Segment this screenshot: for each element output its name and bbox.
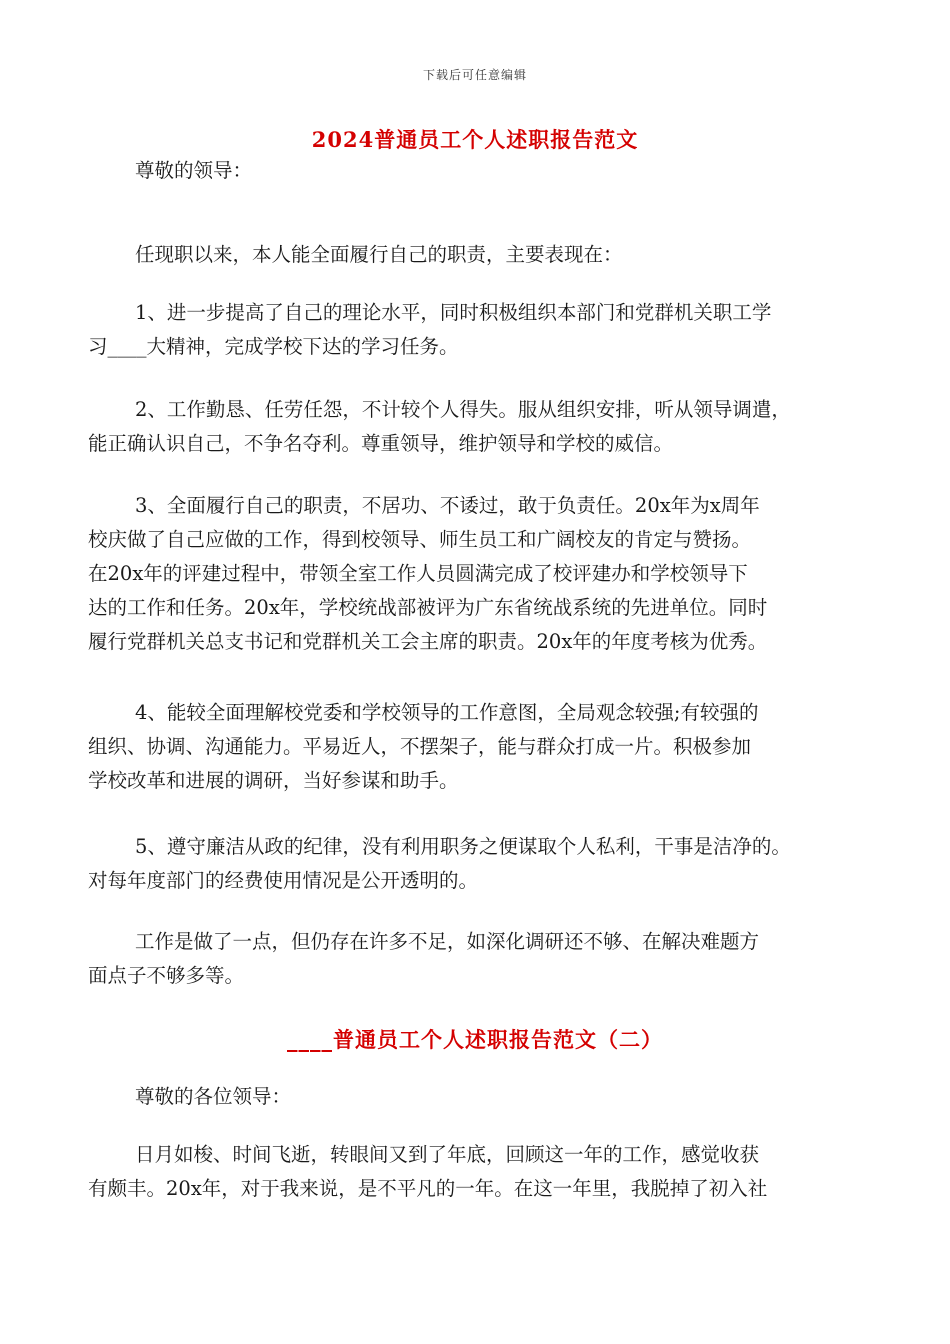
paragraph-line: 工作是做了一点，但仍存在许多不足，如深化调研还不够、在解决难题方 (135, 930, 760, 953)
paragraph-line: 组织、协调、沟通能力。平易近人，不摆架子，能与群众打成一片。积极参加 (88, 735, 752, 758)
intro-paragraph: 任现职以来，本人能全面履行自己的职责，主要表现在： (135, 243, 623, 266)
paragraph-line: 学校改革和进展的调研，当好参谋和助手。 (88, 769, 459, 792)
paragraph-line: 4、能较全面理解校党委和学校领导的工作意图，全局观念较强;有较强的 (135, 701, 759, 724)
paragraph-line: 面点子不够多等。 (88, 964, 245, 987)
paragraph-line: 能正确认识自己，不争名夺利。尊重领导，维护领导和学校的威信。 (88, 432, 674, 455)
paragraph-line: 2、工作勤恳、任劳任怨，不计较个人得失。服从组织安排，听从领导调遣， (135, 398, 791, 421)
greeting-2: 尊敬的各位领导： (135, 1085, 292, 1108)
paragraph-2 (88, 393, 878, 461)
paragraph-line: 校庆做了自己应做的工作，得到校领导、师生员工和广阔校友的肯定与赞扬。 (88, 528, 752, 551)
paragraph-7 (88, 1138, 878, 1206)
paragraph-line: 1、进一步提高了自己的理论水平，同时积极组织本部门和党群机关职工学 (135, 301, 772, 324)
paragraph-1 (88, 296, 878, 364)
paragraph-6 (88, 925, 878, 993)
paragraph-line: 达的工作和任务。20x年，学校统战部被评为广东省统战系统的先进单位。同时 (88, 596, 768, 619)
paragraph-line: 在20x年的评建过程中，带领全室工作人员圆满完成了校评建办和学校领导下 (88, 562, 748, 585)
document-title-2: ____普通员工个人述职报告范文（二） (287, 1027, 663, 1052)
paragraph-line: 日月如梭、时间飞逝，转眼间又到了年底，回顾这一年的工作，感觉收获 (135, 1143, 760, 1166)
paragraph-line: 履行党群机关总支书记和党群机关工会主席的职责。20x年的年度考核为优秀。 (88, 630, 768, 653)
paragraph-line: 对每年度部门的经费使用情况是公开透明的。 (88, 869, 479, 892)
paragraph-line: 3、全面履行自己的职责，不居功、不诿过，敢于负责任。20x年为x周年 (135, 494, 760, 517)
paragraph-line: 习____大精神，完成学校下达的学习任务。 (88, 335, 459, 358)
paragraph-4 (88, 696, 878, 798)
header-note: 下载后可任意编辑 (422, 68, 527, 82)
document-title: 2024普通员工个人述职报告范文 (311, 127, 639, 152)
paragraph-5 (88, 830, 878, 898)
paragraph-3 (88, 489, 878, 659)
greeting: 尊敬的领导： (135, 159, 253, 182)
paragraph-line: 5、遵守廉洁从政的纪律，没有利用职务之便谋取个人私利，干事是洁净的。 (135, 835, 791, 858)
paragraph-line: 有颇丰。20x年，对于我来说，是不平凡的一年。在这一年里，我脱掉了初入社 (88, 1177, 768, 1200)
